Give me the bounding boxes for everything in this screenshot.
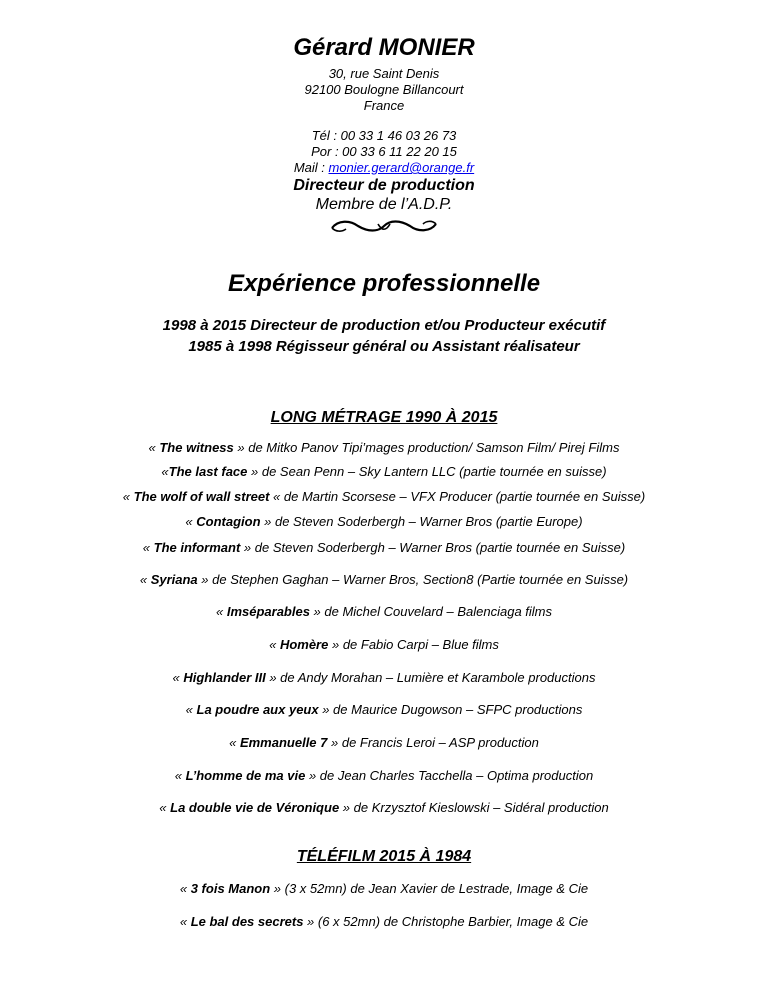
film-item: « L’homme de ma vie » de Jean Charles Tacchella – Optima production (174, 768, 594, 783)
film-item: « The wolf of wall street « de Martin Scorsese – VFX Producer (partie tournée en Suisse) (122, 489, 646, 504)
person-name: Gérard MONIER (293, 34, 475, 61)
film-item: « Syriana » de Stephen Gaghan – Warner Bros, Section8 (Partie tournée en Suisse) (139, 572, 629, 587)
film-title: Syriana (150, 572, 198, 587)
job-title: Directeur de production (293, 177, 475, 194)
address-street: 30, rue Saint Denis (328, 66, 440, 81)
film-item: « The informant » de Steven Soderbergh – Warner Bros (partie tournée en Suisse) (142, 540, 626, 555)
email-line (0, 160, 768, 176)
film-item: « Homère » de Fabio Carpi – Blue films (269, 637, 499, 652)
email-label: Mail : (293, 160, 329, 175)
film-item: « La double vie de Véronique » de Krzysztof Kieslowski – Sidéral production (159, 800, 609, 815)
film-title: The last face (168, 464, 248, 479)
film-title: La poudre aux yeux (196, 702, 319, 717)
tv-films-heading: TÉLÉFILM 2015 À 1984 (296, 848, 472, 865)
film-title: The witness (159, 440, 234, 455)
film-item: « Highlander III » de Andy Morahan – Lumière et Karambole productions (172, 670, 596, 685)
film-item: « Emmanuelle 7 » de Francis Leroi – ASP production (229, 735, 539, 750)
film-title: La double vie de Véronique (170, 800, 340, 815)
film-item: « 3 fois Manon » (3 x 52mn) de Jean Xavier de Lestrade, Image & Cie (179, 881, 589, 896)
film-item: «The last face » de Sean Penn – Sky Lantern LLC (partie tournée en suisse) (161, 464, 607, 479)
address-country: France (363, 98, 405, 113)
film-item: « La poudre aux yeux » de Maurice Dugowson – SFPC productions (185, 702, 583, 717)
feature-films-heading: LONG MÉTRAGE 1990 À 2015 (270, 409, 498, 426)
film-title: 3 fois Manon (190, 881, 271, 896)
film-title: The wolf of wall street (133, 489, 270, 504)
film-item: « Contagion » de Steven Soderbergh – Warner Bros (partie Europe) (185, 514, 583, 529)
film-title: Highlander III (183, 670, 266, 685)
film-item: « Imséparables » de Michel Couvelard – Balenciaga films (215, 604, 553, 619)
film-title: Contagion (196, 514, 261, 529)
phone-mobile: Por : 00 33 6 11 22 20 15 (311, 144, 457, 159)
film-title: Emmanuelle 7 (239, 735, 328, 750)
film-item: « The witness » de Mitko Panov Tipi’mages production/ Samson Film/ Pirej Films (148, 440, 620, 455)
section-title: Expérience professionnelle (227, 270, 541, 297)
summary-line: 1985 à 1998 Régisseur général ou Assistant réalisateur (188, 338, 580, 355)
phone-tel: Tél : 00 33 1 46 03 26 73 (311, 128, 457, 143)
film-item: « Le bal des secrets » (6 x 52mn) de Christophe Barbier, Image & Cie (179, 914, 589, 929)
film-title: L’homme de ma vie (185, 768, 306, 783)
address-city: 92100 Boulogne Billancourt (304, 82, 464, 97)
summary-line: 1998 à 2015 Directeur de production et/ou Producteur exécutif (162, 317, 606, 334)
membership: Membre de l’A.D.P. (315, 196, 453, 213)
film-title: Imséparables (226, 604, 310, 619)
film-title: Le bal des secrets (190, 914, 304, 929)
film-title: The informant (153, 540, 241, 555)
film-title: Homère (279, 637, 329, 652)
ornament-divider-icon (328, 218, 440, 236)
email-link[interactable]: monier.gerard@orange.fr (328, 160, 475, 175)
